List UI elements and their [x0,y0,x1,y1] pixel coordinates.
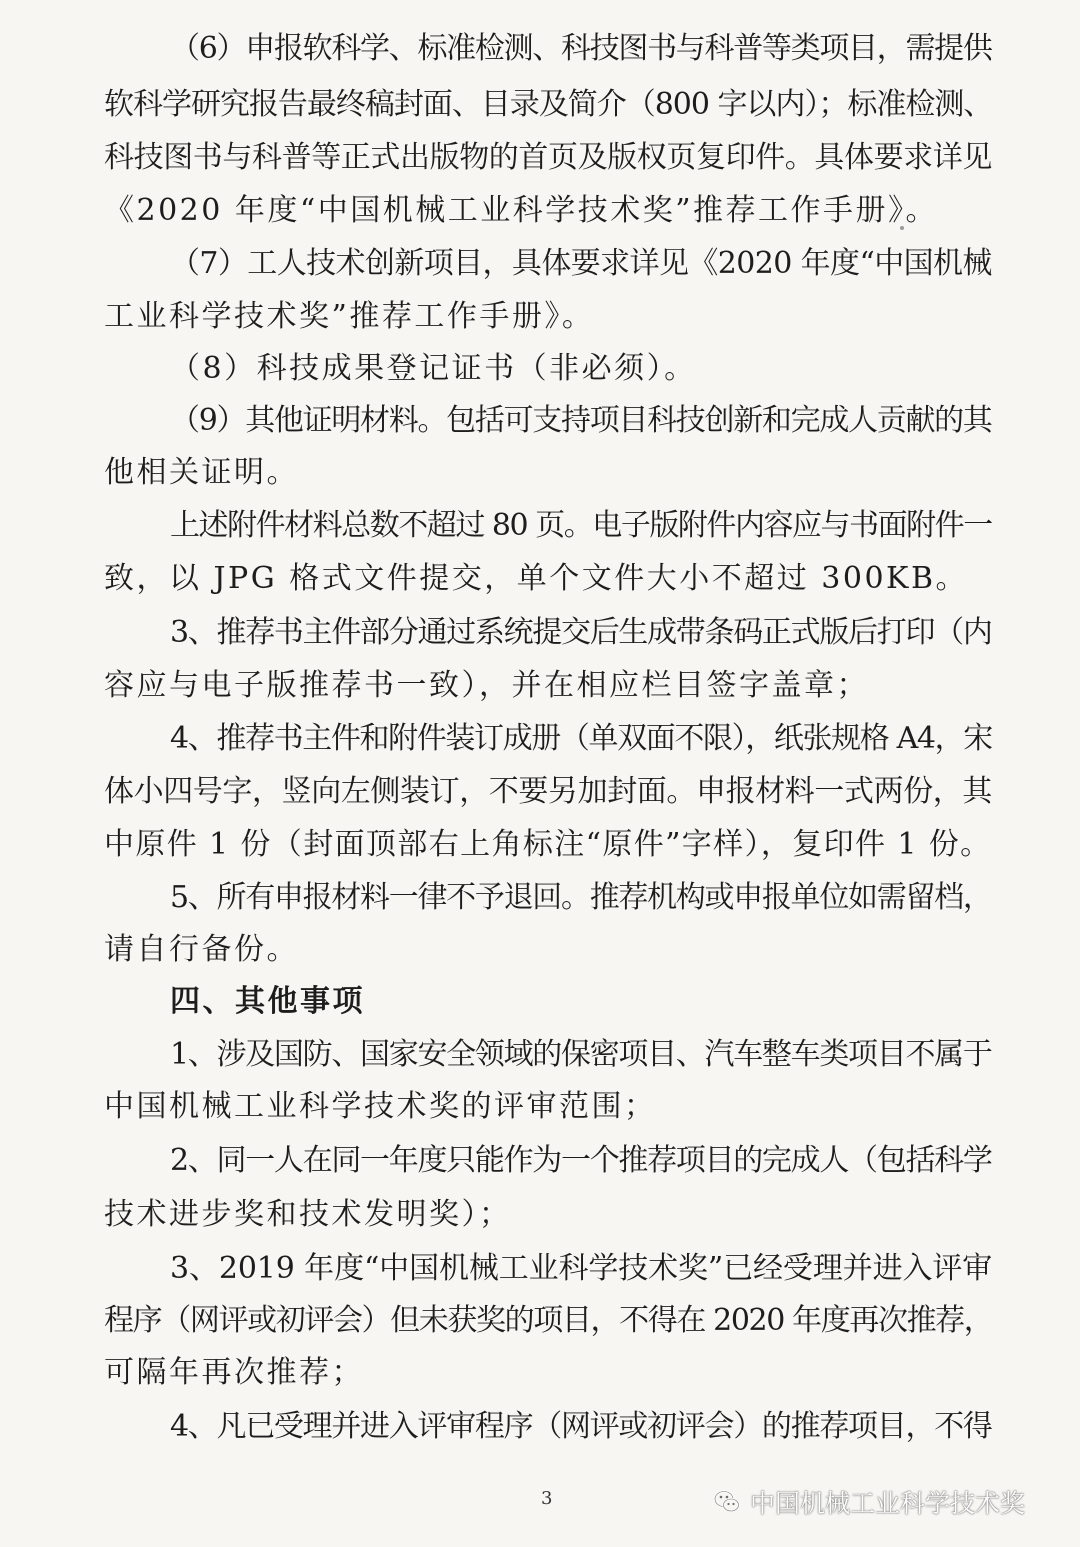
text-line: （7）工人技术创新项目，具体要求详见《2020 年度“中国机械 [170,246,992,281]
text-line: 3、2019 年度“中国机械工业科学技术奖”已经受理并进入评审 [170,1251,993,1286]
text-line: 容应与电子版推荐书一致），并在相应栏目签字盖章； [104,668,869,703]
text-line: 4、凡已受理并进入评审程序（网评或初评会）的推荐项目，不得 [170,1409,992,1444]
text-line: 软科学研究报告最终稿封面、目录及简介（800 字以内）；标准检测、 [104,87,993,122]
text-line: 他相关证明。 [104,455,299,490]
text-line: 上述附件材料总数不超过 80 页。电子版附件内容应与书面附件一 [170,508,992,543]
wechat-icon [712,1487,742,1517]
text-line: 1、涉及国防、国家安全领域的保密项目、汽车整车类项目不属于 [170,1037,992,1072]
text-line: 中原件 1 份（封面顶部右上角标注“原件”字样），复印件 1 份。 [104,827,992,862]
text-line: （8）科技成果登记证书（非必须）。 [170,351,697,386]
text-line: 工业科学技术奖”推荐工作手册》。 [104,299,595,334]
text-line: 中国机械工业科学技术奖的评审范围； [104,1089,657,1124]
text-line: 技术进步奖和技术发明奖）； [104,1197,512,1232]
text-line: （9）其他证明材料。包括可支持项目科技创新和完成人贡献的其 [170,403,992,438]
page-number: 3 [541,1488,553,1509]
text-line: 程序（网评或初评会）但未获奖的项目，不得在 2020 年度再次推荐， [104,1303,993,1338]
text-line: 致，以 JPG 格式文件提交，单个文件大小不超过 300KB。 [104,561,969,596]
text-line: 体小四号字，竖向左侧装订，不要另加封面。申报材料一式两份，其 [104,774,992,809]
text-line: 3、推荐书主件部分通过系统提交后生成带条码正式版后打印（内 [170,615,992,650]
text-line: （6）申报软科学、标准检测、科技图书与科普等类项目，需提供 [170,31,992,66]
text-line: 可隔年再次推荐； [104,1355,364,1390]
text-line: 5、所有申报材料一律不予退回。推荐机构或申报单位如需留档， [170,880,992,915]
text-line: 科技图书与科普等正式出版物的首页及版权页复印件。具体要求详见 [104,140,992,175]
section-heading: 四、其他事项 [170,984,365,1019]
text-line: 4、推荐书主件和附件装订成册（单双面不限），纸张规格 A4，宋 [170,721,992,756]
wechat-watermark [712,1482,1025,1522]
text-line: 请自行备份。 [104,932,299,967]
text-line: 《2020 年度“中国机械工业科学技术奖”推荐工作手册》。 [104,193,939,228]
watermark-text: 中国机械工业科学技术奖 [750,1489,1026,1518]
text-line: 2、同一人在同一年度只能作为一个推荐项目的完成人（包括科学 [170,1143,992,1178]
